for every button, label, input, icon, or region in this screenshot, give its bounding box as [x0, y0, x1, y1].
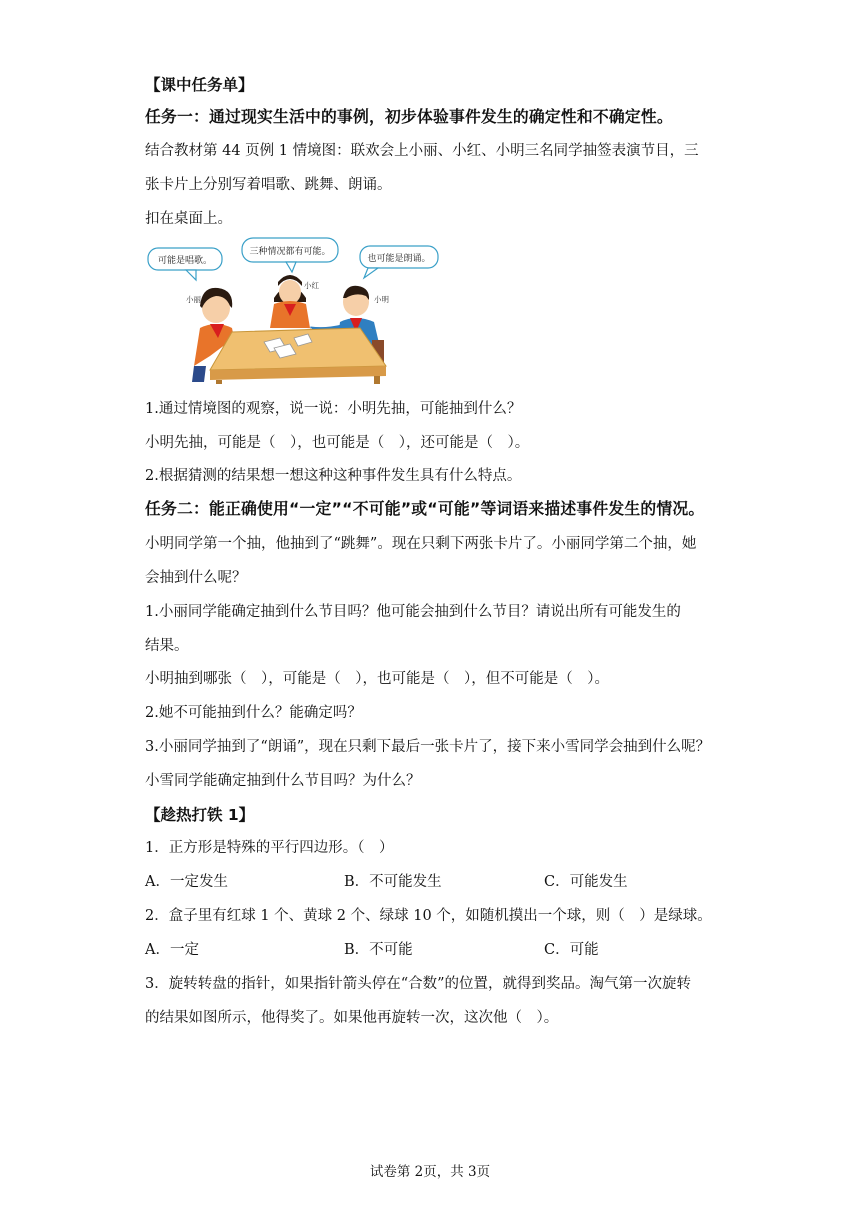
bubble-middle-text: 三种情况都有可能。 [249, 247, 331, 257]
question-line: 1.小丽同学能确定抽到什么节目吗？他可能会抽到什么节目？请说出所有可能发生的 [145, 604, 681, 620]
question-line: 1.通过情境图的观察，说一说：小明先抽，可能抽到什么？ [145, 401, 522, 417]
speech-bubble-middle [242, 238, 338, 272]
question-line: 结果。 [145, 638, 189, 654]
q2-option-b: B．不可能 [344, 942, 413, 958]
question-line: 小雪同学能确定抽到什么节目吗？为什么？ [145, 773, 421, 789]
q1-option-c: C．可能发生 [544, 874, 628, 890]
paragraph-line: 张卡片上分别写着唱歌、跳舞、朗诵。 [145, 177, 392, 193]
name-label-middle: 小红 [304, 281, 319, 290]
exercise-question-2: 2．盒子里有红球 1 个、黄球 2 个、绿球 10 个，如随机摸出一个球，则（ ）是绿球。 [145, 908, 712, 924]
name-label-right: 小明 [374, 295, 389, 304]
bubble-left-text: 可能是唱歌。 [157, 256, 213, 266]
q1-option-b: B．不可能发生 [344, 874, 442, 890]
paragraph-line: 会抽到什么呢？ [145, 570, 247, 586]
exercise-question-3: 3．旋转转盘的指针，如果指针箭头停在“合数”的位置，就得到奖品。淘气第一次旋转 [145, 976, 692, 992]
task-one-heading: 任务一：通过现实生活中的事例，初步体验事件发生的确定性和不确定性。 [145, 107, 673, 126]
section-heading-task-sheet: 【课中任务单】 [145, 76, 254, 94]
task-two-heading: 任务二：能正确使用“一定”“不可能”或“可能”等词语来描述事件发生的情况。 [145, 499, 705, 518]
bubble-right-text: 也可能是朗诵。 [367, 254, 431, 264]
name-label-left: 小丽 [186, 295, 201, 304]
q2-option-a: A．一定 [145, 942, 199, 958]
table-shape [210, 328, 386, 384]
paragraph-line: 结合教材第 44 页例 1 情境图：联欢会上小丽、小红、小明三名同学抽签表演节目，三 [145, 143, 699, 159]
q1-option-a: A．一定发生 [145, 874, 228, 890]
paragraph-line: 小明同学第一个抽，他抽到了“跳舞”。现在只剩下两张卡片了。小丽同学第二个抽，她 [145, 536, 697, 552]
fill-blank-line: 小明先抽，可能是（ ），也可能是（ ），还可能是（ ）。 [145, 435, 530, 451]
scene-illustration [146, 236, 440, 384]
page-footer: 试卷第 2页，共 3页 [369, 1164, 491, 1180]
question-line: 3.小丽同学抽到了“朗诵”，现在只剩下最后一张卡片了，接下来小雪同学会抽到什么呢？ [145, 739, 711, 755]
fill-blank-line: 小明抽到哪张（ ），可能是（ ），也可能是（ ），但不可能是（ ）。 [145, 671, 609, 687]
q2-option-c: C．可能 [544, 942, 599, 958]
section-heading-practice: 【趁热打铁 1】 [145, 806, 255, 824]
speech-bubble-right [360, 246, 438, 278]
speech-bubble-left [148, 248, 222, 280]
question-line: 2.根据猜测的结果想一想这种这种事件发生具有什么特点。 [145, 468, 522, 484]
exercise-question-3-cont: 的结果如图所示，他得奖了。如果他再旋转一次，这次他（ ）。 [145, 1010, 559, 1026]
question-line: 2.她不可能抽到什么？能确定吗？ [145, 705, 362, 721]
paragraph-line: 扣在桌面上。 [145, 211, 232, 227]
exercise-question-1: 1．正方形是特殊的平行四边形。（ ） [145, 840, 394, 856]
